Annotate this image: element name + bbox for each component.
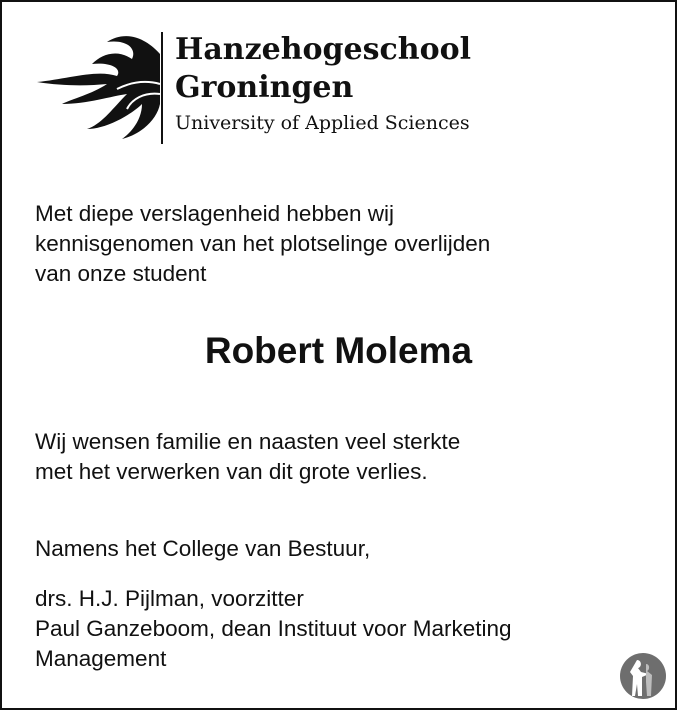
signatory-line: drs. H.J. Pijlman, voorzitter <box>35 586 304 611</box>
logo-line-2: Groningen <box>175 70 354 105</box>
intro-line: van onze student <box>35 261 207 286</box>
condolence-line: Wij wensen familie en naasten veel sterkte <box>35 429 461 454</box>
on-behalf-text: Namens het College van Bestuur, <box>35 536 371 561</box>
intro-line: Met diepe verslagenheid hebben wij <box>35 201 394 226</box>
signatory-line: Paul Ganzeboom, dean Instituut voor Marketing <box>35 616 512 641</box>
deceased-name: Robert Molema <box>204 330 473 371</box>
flame-emblem-icon <box>32 24 167 148</box>
hanzehogeschool-logo <box>32 24 482 148</box>
logo-line-1: Hanzehogeschool <box>175 32 471 67</box>
logo-line-3: University of Applied Sciences <box>175 112 470 134</box>
embracing-people-icon <box>619 652 667 700</box>
condolence-line: met het verwerken van dit grote verlies. <box>35 459 428 484</box>
signatory-line: Management <box>35 646 167 671</box>
intro-line: kennisgenomen van het plotselinge overlijden <box>35 231 491 256</box>
